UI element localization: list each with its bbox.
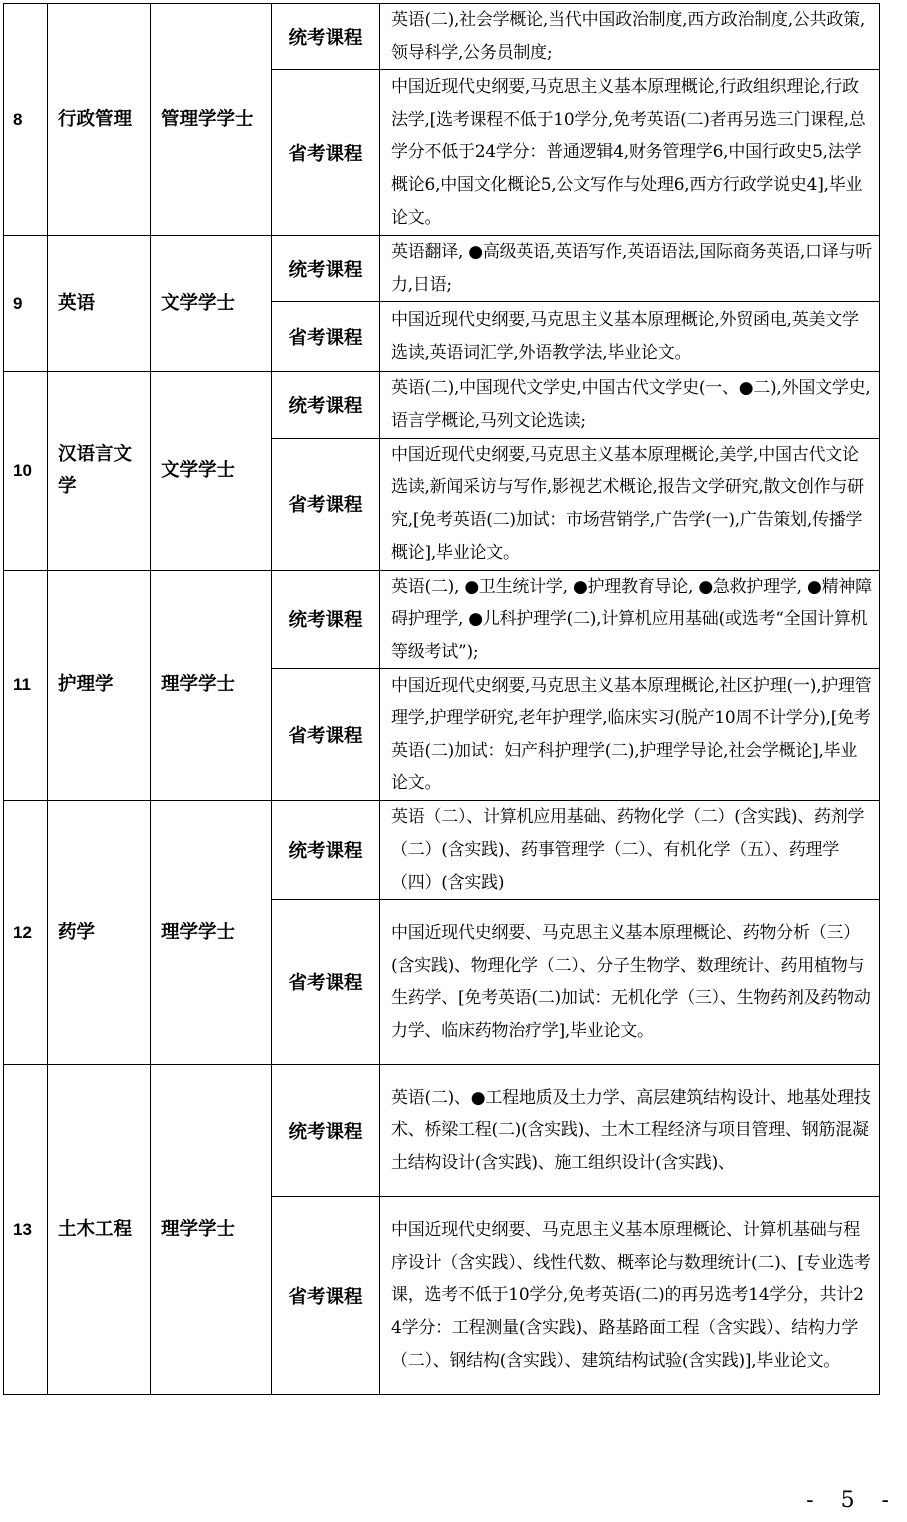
course-list-text: 英语（二）、计算机应用基础、药物化学（二）(含实践)、药剂学（二）(含实践)、药事管理学（二）、有机化学（五）、药理学（四）(含实践) <box>391 807 865 893</box>
major-name: 护理学 <box>48 570 151 801</box>
course-list-text: 英语翻译, ●高级英语,英语写作,英语语法,国际商务英语,口译与听力,日语; <box>391 242 873 295</box>
course-type-label: 统考课程 <box>272 372 380 438</box>
major-name: 英语 <box>48 236 151 372</box>
provincial-courses <box>380 70 880 236</box>
curriculum-table <box>3 3 880 1395</box>
degree-name: 文学学士 <box>151 236 272 372</box>
course-list-text: 英语(二), ●卫生统计学, ●护理教育导论, ●急救护理学, ●精神障碍护理学, ●儿科护理学(二),计算机应用基础(或选考“全国计算机等级考试”); <box>391 576 872 662</box>
degree-name: 理学学士 <box>151 570 272 801</box>
table-row <box>4 801 880 900</box>
course-list-text: 中国近现代史纲要,马克思主义基本原理概论,社区护理(一),护理管理学,护理学研究,老年护理学,临床实习(脱产10周不计学分),[免考英语(二)加试：妇产科护理学(二),护理学导论,社会学概论],毕业论文。 <box>391 675 872 794</box>
row-number: 11 <box>4 570 48 801</box>
provincial-courses <box>380 669 880 801</box>
unified-courses <box>380 570 880 669</box>
unified-courses <box>380 372 880 438</box>
course-type-label: 省考课程 <box>272 302 380 372</box>
provincial-courses <box>380 1197 880 1395</box>
provincial-courses <box>380 900 880 1065</box>
unified-courses <box>380 801 880 900</box>
provincial-courses <box>380 302 880 372</box>
degree-name: 文学学士 <box>151 372 272 570</box>
course-type-label: 统考课程 <box>272 570 380 669</box>
course-type-label: 统考课程 <box>272 236 380 302</box>
row-number: 12 <box>4 801 48 1065</box>
unified-courses <box>380 4 880 70</box>
row-number: 8 <box>4 4 48 236</box>
degree-name: 理学学士 <box>151 801 272 1065</box>
course-type-label: 省考课程 <box>272 1197 380 1395</box>
unified-courses <box>380 236 880 302</box>
course-list-text: 英语(二)、●工程地质及土力学、高层建筑结构设计、地基处理技术、桥梁工程(二)(含实践)、土木工程经济与项目管理、钢筋混凝土结构设计(含实践)、施工组织设计(含实践)、 <box>391 1087 871 1173</box>
major-name: 行政管理 <box>48 4 151 236</box>
unified-courses <box>380 1065 880 1197</box>
table-row <box>4 236 880 302</box>
course-list-text: 中国近现代史纲要,马克思主义基本原理概论,外贸函电,英美文学选读,英语词汇学,外语教学法,毕业论文。 <box>391 310 859 363</box>
course-type-label: 统考课程 <box>272 1065 380 1197</box>
major-name: 药学 <box>48 801 151 1065</box>
course-type-label: 统考课程 <box>272 801 380 900</box>
table-row <box>4 372 880 438</box>
page-number: - 5 - <box>806 1488 899 1513</box>
major-name: 汉语言文学 <box>48 372 151 570</box>
course-type-label: 省考课程 <box>272 900 380 1065</box>
table-row <box>4 4 880 70</box>
row-number: 9 <box>4 236 48 372</box>
course-list-text: 中国近现代史纲要、马克思主义基本原理概论、计算机基础与程序设计（含实践）、线性代数、概率论与数理统计(二)、[专业选考课，选考不低于10学分,免考英语(二)的再另选考14学分，共计24学分：工程测量(含实践)、路基路面工程（含实践）、结构力学（二）、钢结构(含实践）、建筑结构试验(含实践)],毕业论文。 <box>391 1220 871 1371</box>
table-row <box>4 570 880 669</box>
course-list-text: 中国近现代史纲要、马克思主义基本原理概论、药物分析（三）(含实践)、物理化学（二）、分子生物学、数理统计、药用植物与生药学、[免考英语(二)加试：无机化学（三）、生物药剂及药物动力学、临床药物治疗学],毕业论文。 <box>391 922 871 1041</box>
course-list-text: 英语(二),社会学概论,当代中国政治制度,西方政治制度,公共政策,领导科学,公务员制度; <box>391 10 866 63</box>
table-row <box>4 1065 880 1197</box>
degree-name: 理学学士 <box>151 1065 272 1395</box>
course-type-label: 省考课程 <box>272 70 380 236</box>
major-name: 土木工程 <box>48 1065 151 1395</box>
course-list-text: 英语(二),中国现代文学史,中国古代文学史(一、●二),外国文学史,语言学概论,马列文论选读; <box>391 378 871 431</box>
course-type-label: 省考课程 <box>272 669 380 801</box>
course-type-label: 省考课程 <box>272 438 380 570</box>
degree-name: 管理学学士 <box>151 4 272 236</box>
course-list-text: 中国近现代史纲要,马克思主义基本原理概论,行政组织理论,行政法学,[选考课程不低于10学分,免考英语(二)者再另选三门课程,总学分不低于24学分：普通逻辑4,财务管理学6,中国行政史5,法学概论6,中国文化概论5,公文写作与处理6,西方行政学说史4],毕业论文。 <box>391 77 866 228</box>
row-number: 13 <box>4 1065 48 1395</box>
provincial-courses <box>380 438 880 570</box>
course-type-label: 统考课程 <box>272 4 380 70</box>
course-list-text: 中国近现代史纲要,马克思主义基本原理概论,美学,中国古代文论选读,新闻采访与写作,影视艺术概论,报告文学研究,散文创作与研究,[免考英语(二)加试：市场营销学,广告学(一),广告策划,传播学概论],毕业论文。 <box>391 444 864 563</box>
row-number: 10 <box>4 372 48 570</box>
